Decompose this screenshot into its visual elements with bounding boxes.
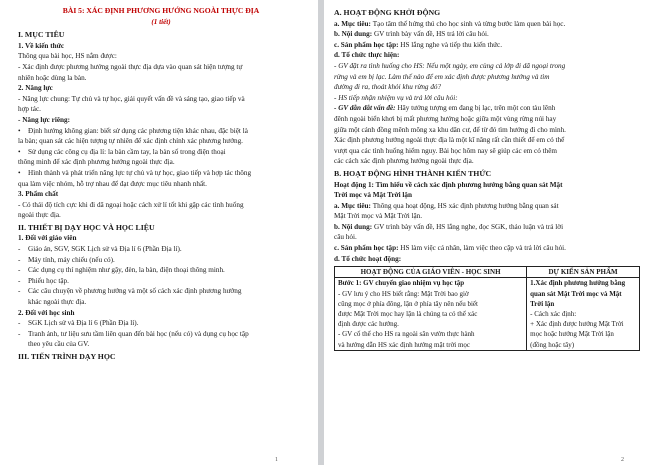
field-label: c. Sản phẩm học tập: bbox=[334, 244, 401, 253]
subsection-heading: Trời mọc và Mặt Trời lặn bbox=[334, 191, 413, 200]
expected-product-line: - Cách xác định: bbox=[530, 310, 577, 319]
field-text: Thông qua hoạt động, HS xác định phương hướng bằng quan sát bbox=[372, 201, 559, 210]
expected-product-line: quan sát Mặt Trời mọc và Mặt bbox=[530, 289, 622, 298]
text-line: - Xác định được phương hướng ngoài thực địa dựa vào quan sát hiện tượng tự bbox=[18, 62, 243, 71]
text-line: - GV đặt ra tình huống cho HS: Nếu một ngày, em cùng cả lớp đi dã ngoại trong bbox=[334, 61, 566, 70]
list-item-text: Tranh ảnh, tư liệu sưu tầm liên quan đến bài học (nếu có) và dụng cụ học tập bbox=[28, 329, 249, 338]
activity-step-line: - GV lưu ý cho HS biết rằng: Mặt Trời bao giờ bbox=[338, 289, 469, 298]
list-item-text: Các câu chuyện về phương hướng và một số cách xác định phương hướng bbox=[28, 287, 242, 296]
list-item bbox=[18, 339, 304, 350]
list-item-text: Định hướng không gian: biết sử dụng các phương tiện khác nhau, đặc biệt là bbox=[28, 126, 248, 135]
lesson-title: BÀI 5: XÁC ĐỊNH PHƯƠNG HƯỚNG NGOÀI THỰC ĐỊA bbox=[62, 6, 260, 15]
subsection-heading: 2. Đối với học sinh bbox=[18, 308, 75, 317]
field-text: Hãy tưởng tượng em đang bị lạc, trên một con tàu lênh bbox=[397, 104, 556, 113]
text-line: - Có thái độ tích cực khi đi dã ngoại hoặc cách xử lí tốt khi gặp các tình huống bbox=[18, 200, 244, 209]
field-text: HS lắng nghe và tiếp thu kiến thức. bbox=[400, 40, 503, 49]
list-item bbox=[18, 265, 304, 276]
text-line: câu hỏi. bbox=[334, 233, 357, 242]
activity-step-line: và hướng dẫn HS xác định hướng mặt trời mọc bbox=[338, 340, 471, 349]
text-line: đênh ngoài biển khơi bị mất phương hướng hoặc giữa một vùng rừng núi hay bbox=[334, 114, 557, 123]
text-line: đường đi ra, thoát khỏi khu rừng đó? bbox=[334, 83, 442, 92]
list-item-text: khác ngoài thực địa. bbox=[28, 298, 87, 307]
field-label: b. Nội dung: bbox=[334, 222, 374, 231]
expected-product-line: Trời lặn bbox=[530, 299, 555, 308]
list-item bbox=[18, 276, 304, 287]
text-line: qua làm việc nhóm, hỗ trợ nhau để đạt được mục tiêu nhanh nhất. bbox=[18, 179, 207, 188]
field-text: HS làm việc cá nhân, làm việc theo cặp và trả lời câu hỏi. bbox=[400, 244, 566, 253]
text-line: Mặt Trời mọc và Mặt Trời lặn. bbox=[334, 212, 423, 221]
list-marker: - bbox=[18, 287, 21, 296]
list-item bbox=[18, 147, 304, 158]
text-line: thông minh để xác định phương hướng ngoài thực địa. bbox=[18, 158, 175, 167]
expected-product-cell bbox=[527, 278, 640, 350]
field-label: a. Mục tiêu: bbox=[334, 19, 373, 28]
list-marker: - bbox=[18, 245, 21, 254]
text-line: - Năng lực chung: Tự chủ và tự học, giải quyết vấn đề và sáng tạo, giao tiếp và bbox=[18, 94, 245, 103]
text-line: Xác định phương hướng ngoài thực địa là một kĩ năng rất cần thiết để em có thể bbox=[334, 136, 565, 145]
list-item-text: theo yêu cầu của GV. bbox=[28, 340, 90, 349]
teacher-student-activity-cell bbox=[335, 278, 527, 350]
field-label: a. Mục tiêu: bbox=[334, 201, 373, 210]
section-heading: I. MỤC TIÊU bbox=[18, 30, 65, 40]
subsection-heading: d. Tổ chức hoạt động: bbox=[334, 254, 402, 263]
section-heading: II. THIẾT BỊ DẠY HỌC VÀ HỌC LIỆU bbox=[18, 222, 155, 232]
list-item bbox=[18, 318, 304, 329]
page-2-content bbox=[334, 6, 640, 351]
section-heading: III. TIẾN TRÌNH DẠY HỌC bbox=[18, 352, 116, 361]
labeled-line bbox=[334, 222, 640, 233]
list-item-text: Giáo án, SGV, SGK Lịch sử và Địa lí 6 (Phần Địa lí). bbox=[28, 245, 182, 254]
subsection-heading: 2. Năng lực bbox=[18, 84, 53, 93]
list-item bbox=[18, 329, 304, 340]
subsection-heading: 1. Về kiến thức bbox=[18, 41, 65, 50]
text-line: giữa một cánh đồng mênh mông xa khu dân cư, để từ đó tìm hướng đi cho mình. bbox=[334, 125, 566, 134]
labeled-line bbox=[334, 19, 640, 30]
activity-step-line: định được các hướng. bbox=[338, 320, 399, 329]
teacher-student-activity-header: HOẠT ĐỘNG CỦA GIÁO VIÊN - HỌC SINH bbox=[335, 267, 527, 278]
activity-table-row bbox=[335, 278, 640, 350]
list-marker: - bbox=[18, 266, 21, 275]
text-line: các cách xác định phương hướng ngoài thực địa. bbox=[334, 157, 474, 166]
activity-table-header-row bbox=[335, 267, 640, 278]
expected-product-line: (đồng hoặc tây) bbox=[530, 340, 575, 349]
subsection-heading: d. Tổ chức thực hiện: bbox=[334, 51, 400, 60]
text-line: vượt qua các tình huống hiểm nguy. Bài học hôm nay sẽ giúp các em có thêm bbox=[334, 146, 557, 155]
list-marker: - bbox=[18, 319, 21, 328]
subsection-heading: - Năng lực riêng: bbox=[18, 115, 71, 124]
labeled-line bbox=[334, 40, 640, 51]
text-line: la bàn; quan sát các hiện tượng tự nhiên để xác định chính xác phương hướng. bbox=[18, 137, 243, 146]
page-number-2: 2 bbox=[621, 457, 624, 463]
field-label: - GV dẫn dắt vấn đề: bbox=[334, 104, 398, 113]
text-line: - HS tiếp nhận nhiệm vụ và trả lời câu hỏi: bbox=[334, 93, 458, 102]
list-marker: - bbox=[18, 276, 21, 285]
text-line: hợp tác. bbox=[18, 105, 41, 114]
list-item-text: Phiếu học tập. bbox=[28, 276, 69, 285]
activity-step-line: Bước 1: GV chuyển giao nhiệm vụ học tập bbox=[338, 279, 465, 288]
field-text: GV trình bày vấn đề, HS trả lời câu hỏi. bbox=[373, 30, 489, 39]
labeled-line bbox=[334, 29, 640, 40]
page-1-content bbox=[18, 6, 304, 363]
list-item bbox=[18, 244, 304, 255]
activity-step-line: được Mặt Trời mọc hay lặn là chúng ta có thể xác bbox=[338, 310, 478, 319]
list-item bbox=[18, 126, 304, 137]
activity-table bbox=[334, 266, 640, 351]
bullet-icon: • bbox=[18, 147, 21, 156]
list-item bbox=[18, 168, 304, 179]
list-item-text: Sử dụng các công cụ địa lí: la bàn cầm tay, la bàn số trong điện thoại bbox=[28, 147, 226, 156]
list-item bbox=[18, 286, 304, 297]
document-page-2 bbox=[324, 0, 650, 465]
subsection-heading: 3. Phẩm chất bbox=[18, 190, 59, 199]
subsection-heading: Hoạt động 1: Tìm hiểu về cách xác định phương hướng bằng quan sát Mặt bbox=[334, 180, 563, 189]
expected-product-line: mọc hoặc hướng Mặt Trời lặn bbox=[530, 330, 614, 339]
list-item-text: Hình thành và phát triển năng lực tự chủ và tự học, giao tiếp và hợp tác thông bbox=[28, 168, 252, 177]
bullet-icon: • bbox=[18, 168, 21, 177]
page-1-text-body bbox=[18, 30, 304, 362]
activity-step-line: cũng mọc ở phía đông, lặn ở phía tây nên nếu biết bbox=[338, 299, 478, 308]
section-heading: A. HOẠT ĐỘNG KHỞI ĐỘNG bbox=[334, 8, 441, 17]
list-marker: - bbox=[18, 329, 21, 338]
list-item bbox=[18, 297, 304, 308]
document-page-1 bbox=[0, 0, 318, 465]
page-2-text-body bbox=[334, 8, 640, 264]
field-label: c. Sản phẩm học tập: bbox=[334, 40, 401, 49]
lesson-duration: (1 tiết) bbox=[151, 17, 171, 26]
labeled-line bbox=[334, 103, 640, 114]
text-line: rừng và em bị lạc. Làm thế nào để em xác định được phương hướng và tìm bbox=[334, 72, 550, 81]
section-heading: B. HOẠT ĐỘNG HÌNH THÀNH KIẾN THỨC bbox=[334, 168, 492, 178]
text-line: nhiên hoặc dùng la bàn. bbox=[18, 73, 87, 82]
list-item-text: Máy tính, máy chiếu (nếu có). bbox=[28, 255, 115, 264]
labeled-line bbox=[334, 201, 640, 212]
text-line: ngoài thực địa. bbox=[18, 211, 61, 220]
expected-product-line: + Xác định được hướng Mặt Trời bbox=[530, 320, 624, 329]
bullet-icon: • bbox=[18, 126, 21, 135]
expected-product-header: DỰ KIẾN SẢN PHẨM bbox=[527, 267, 640, 278]
list-item-text: SGK Lịch sử và Địa lí 6 (Phần Địa lí). bbox=[28, 319, 139, 328]
expected-product-line: 1.Xác định phương hướng bằng bbox=[530, 279, 626, 288]
list-item-text: Các dụng cụ thí nghiệm như gậy, đèn, la bàn, điện thoại thông minh. bbox=[28, 266, 225, 275]
list-marker: - bbox=[18, 255, 21, 264]
subsection-heading: 1. Đối với giáo viên bbox=[18, 234, 77, 243]
field-text: Tạo tâm thế hứng thú cho học sinh và từng bước làm quen bài học. bbox=[372, 19, 566, 28]
field-label: b. Nội dung: bbox=[334, 30, 374, 39]
field-text: GV trình bày vấn đề, HS lắng nghe, đọc SGK, thảo luận và trả lời bbox=[373, 222, 564, 231]
activity-step-line: - GV cố thể cho HS ra ngoài sân vườn thực hành bbox=[338, 330, 475, 339]
text-line: Thông qua bài học, HS nắm được: bbox=[18, 52, 117, 61]
labeled-line bbox=[334, 243, 640, 254]
page-number-1: 1 bbox=[275, 457, 278, 463]
list-item bbox=[18, 255, 304, 266]
